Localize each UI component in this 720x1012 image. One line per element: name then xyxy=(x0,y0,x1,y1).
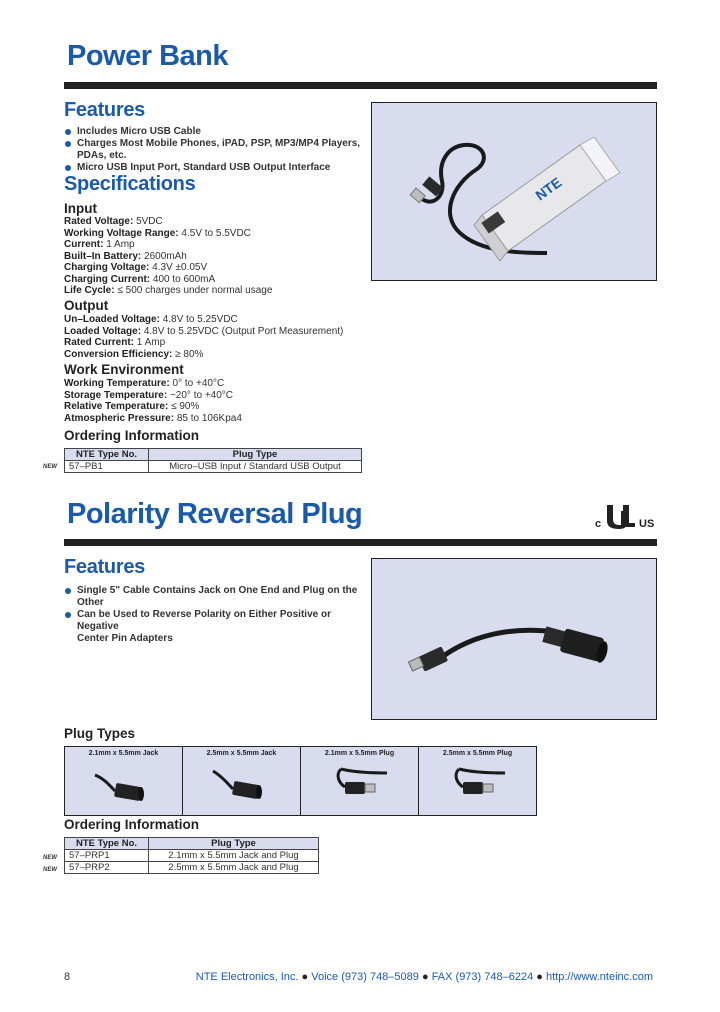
spec-row: Relative Temperature: ≤ 90% xyxy=(64,401,200,412)
plug-type-card xyxy=(300,746,419,816)
plug-types-heading: Plug Types xyxy=(64,726,136,741)
plug-type-card xyxy=(418,746,537,816)
ul-mark-c: c xyxy=(595,518,602,529)
feature-item: Charges Most Mobile Phones, iPAD, PSP, MP3/MP4 Players, xyxy=(64,138,364,150)
new-badge: NEW xyxy=(43,867,57,873)
column-header: NTE Type No. xyxy=(65,838,149,850)
plug-type-label: 2.5mm x 5.5mm Jack xyxy=(206,750,277,757)
power-bank-photo xyxy=(371,102,657,281)
plug-type-card xyxy=(182,746,301,816)
ul-listed-mark xyxy=(595,503,657,529)
spec-row: Storage Temperature: −20° to +40°C xyxy=(64,389,234,401)
plug-type-label: 2.5mm x 5.5mm Plug xyxy=(442,750,513,757)
type-cell: 57–PRP1 xyxy=(65,850,149,862)
polarity-plug-photo xyxy=(371,558,657,720)
new-badge: NEW xyxy=(43,464,57,470)
footer-fax: FAX (973) 748–6224 xyxy=(431,971,534,983)
type-cell: 57–PRP2 xyxy=(65,862,149,874)
page-title-polarity-reversal-plug: Polarity Reversal Plug xyxy=(67,498,363,530)
spec-row: Conversion Efficiency: ≥ 80% xyxy=(64,348,204,360)
section-rule xyxy=(64,539,657,546)
new-badge: NEW xyxy=(43,855,57,861)
feature-item: Can be Used to Reverse Polarity on Either Positive or Negative xyxy=(64,609,364,633)
column-header: Plug Type xyxy=(149,838,319,850)
environment-spec-list xyxy=(64,378,364,424)
feature-item: Single 5" Cable Contains Jack on One End and Plug on the Other xyxy=(64,585,364,609)
polarity-ordering-table xyxy=(64,837,319,874)
spec-row: Un–Loaded Voltage: 4.8V to 5.25VDC xyxy=(64,314,238,325)
table-row xyxy=(65,850,319,862)
spec-row: Rated Current: 1 Amp xyxy=(64,337,166,348)
plug-type-card xyxy=(64,746,183,816)
feature-item-continued: PDAs, etc. xyxy=(77,150,127,161)
specifications-heading: Specifications xyxy=(64,173,196,195)
nte-logo: NTE xyxy=(532,174,565,204)
type-cell: 57–PB1 xyxy=(65,461,149,473)
input-spec-list xyxy=(64,216,364,297)
work-environment-heading: Work Environment xyxy=(64,362,184,377)
powerbank-features-list xyxy=(64,126,364,174)
page-number: 8 xyxy=(64,971,71,983)
feature-item: Micro USB Input Port, Standard USB Output Interface xyxy=(64,162,364,174)
spec-row: Working Voltage Range: 4.5V to 5.5VDC xyxy=(64,227,251,239)
ordering-heading: Ordering Information xyxy=(64,428,199,443)
plug-cell: 2.1mm x 5.5mm Jack and Plug xyxy=(149,850,319,862)
column-header: Plug Type xyxy=(149,449,362,461)
features-heading: Features xyxy=(64,556,145,578)
spec-row: Current: 1 Amp xyxy=(64,239,135,250)
ul-mark-us: US xyxy=(639,518,655,529)
plug-cell: Micro–USB Input / Standard USB Output xyxy=(149,461,362,473)
ordering-heading: Ordering Information xyxy=(64,817,199,832)
features-heading: Features xyxy=(64,99,145,121)
spec-row: Working Temperature: 0° to +40°C xyxy=(64,378,225,389)
footer-company: NTE Electronics, Inc. xyxy=(195,971,299,983)
spec-row: Charging Current: 400 to 600mA xyxy=(64,273,216,285)
spec-row: Rated Voltage: 5VDC xyxy=(64,216,163,227)
table-row xyxy=(65,862,319,874)
powerbank-ordering-table xyxy=(64,448,362,473)
plug-type-label: 2.1mm x 5.5mm Jack xyxy=(88,750,159,757)
footer-voice: Voice (973) 748–5089 xyxy=(311,971,419,983)
polarity-plug-illustration xyxy=(372,559,656,719)
column-header: NTE Type No. xyxy=(65,449,149,461)
input-heading: Input xyxy=(64,201,97,216)
output-heading: Output xyxy=(64,298,109,313)
table-row xyxy=(65,461,362,473)
plug-type-label: 2.1mm x 5.5mm Plug xyxy=(324,750,395,757)
page-title-power-bank: Power Bank xyxy=(67,40,228,72)
footer-contact: NTE Electronics, Inc. ● Voice (973) 748–5089 ● FAX (973) 748–6224 ● http://www.nteinc.com xyxy=(195,971,653,983)
power-bank-illustration xyxy=(372,103,656,280)
feature-item-continued: Center Pin Adapters xyxy=(77,633,173,644)
polarity-features-list xyxy=(64,585,364,645)
footer-url-link[interactable]: http://www.nteinc.com xyxy=(546,971,653,983)
spec-row: Built–In Battery: 2600mAh xyxy=(64,250,187,262)
section-rule xyxy=(64,82,657,89)
spec-row: Life Cycle: ≤ 500 charges under normal usage xyxy=(64,285,273,296)
spec-row: Charging Voltage: 4.3V ±0.05V xyxy=(64,262,208,273)
spec-row: Atmospheric Pressure: 85 to 106Kpa4 xyxy=(64,412,242,424)
spec-row: Loaded Voltage: 4.8V to 5.25VDC (Output Port Measurement) xyxy=(64,325,344,337)
feature-item: Includes Micro USB Cable xyxy=(64,126,364,138)
output-spec-list xyxy=(64,314,364,360)
plug-cell: 2.5mm x 5.5mm Jack and Plug xyxy=(149,862,319,874)
